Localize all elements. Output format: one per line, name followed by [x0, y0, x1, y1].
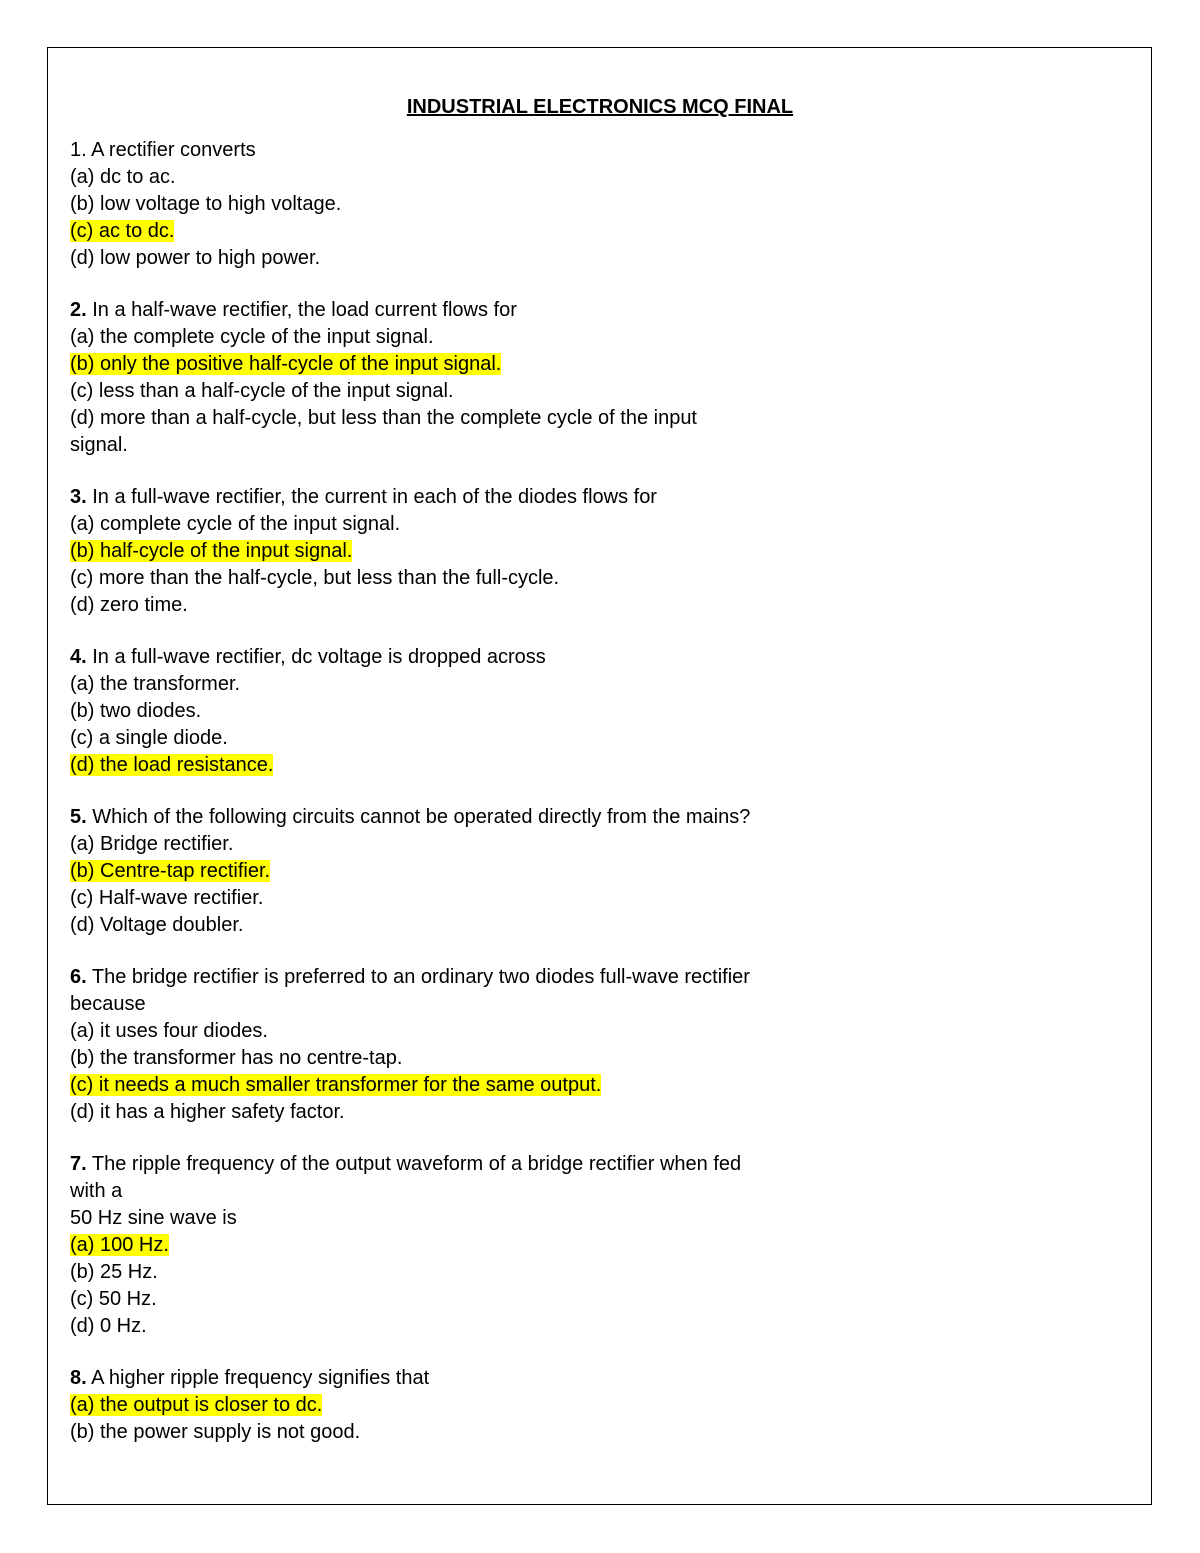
answer-option: (d) it has a higher safety factor.	[70, 1101, 345, 1123]
answer-option-correct: (d) the load resistance.	[70, 754, 274, 776]
answer-option: (a) the transformer.	[70, 673, 241, 695]
answer-option: (a) it uses four diodes.	[70, 1020, 268, 1042]
question-text: In a full-wave rectifier, dc voltage is dropped across	[86, 646, 546, 668]
question-text: 50 Hz sine wave is	[70, 1207, 237, 1229]
answer-option: (a) complete cycle of the input signal.	[70, 513, 401, 535]
question-stem	[70, 1178, 830, 1205]
question-text: A higher ripple frequency signifies that	[86, 1367, 430, 1389]
question-number: 5	[70, 806, 82, 828]
question-number: 1	[70, 139, 82, 161]
answer-option: (a) Bridge rectifier.	[70, 833, 234, 855]
question-number: 4	[70, 646, 82, 668]
answer-option: (d) zero time.	[70, 594, 188, 616]
answer-option-correct: (c) ac to dc.	[70, 220, 175, 242]
answer-option: (d) low power to high power.	[70, 247, 321, 269]
question-text: A rectifier converts	[86, 139, 256, 161]
question-number: 8	[70, 1367, 82, 1389]
question-text: The bridge rectifier is preferred to an ordinary two diodes full-wave rectifier	[86, 966, 750, 988]
answer-option-correct: (b) Centre-tap rectifier.	[70, 860, 271, 882]
answer-option: (b) 25 Hz.	[70, 1261, 158, 1283]
question-stem: 1. A rectifier converts	[70, 139, 256, 161]
answer-option-correct: (b) half-cycle of the input signal.	[70, 540, 353, 562]
question-8	[70, 1365, 830, 1446]
question-stem: 7. The ripple frequency of the output waveform of a bridge rectifier when fed	[70, 1153, 742, 1175]
answer-option: (b) two diodes.	[70, 700, 202, 722]
question-text: The ripple frequency of the output waveform of a bridge rectifier when fed	[86, 1153, 742, 1175]
question-4	[70, 644, 830, 779]
question-list	[70, 137, 830, 1471]
question-stem	[70, 1205, 830, 1232]
answer-option: (b) the transformer has no centre-tap.	[70, 1047, 403, 1069]
answer-option-correct: (c) it needs a much smaller transformer for the same output.	[70, 1074, 602, 1096]
question-text: Which of the following circuits cannot be operated directly from the mains?	[86, 806, 751, 828]
question-2	[70, 297, 830, 459]
answer-option: (c) 50 Hz.	[70, 1288, 157, 1310]
answer-option: (c) Half-wave rectifier.	[70, 887, 264, 909]
question-number: 7	[70, 1153, 82, 1175]
question-1	[70, 137, 830, 272]
question-stem: 3. In a full-wave rectifier, the current in each of the diodes flows for	[70, 486, 657, 508]
question-number: 2	[70, 299, 82, 321]
answer-option: (b) the power supply is not good.	[70, 1421, 361, 1443]
question-number: 3	[70, 486, 82, 508]
question-stem: 8. A higher ripple frequency signifies that	[70, 1367, 430, 1389]
answer-option-correct: (a) the output is closer to dc.	[70, 1394, 323, 1416]
answer-option: (d) more than a half-cycle, but less than the complete cycle of the input	[70, 407, 697, 429]
question-stem: 4. In a full-wave rectifier, dc voltage is dropped across	[70, 646, 546, 668]
answer-option: (c) a single diode.	[70, 727, 228, 749]
answer-option-correct: (a) 100 Hz.	[70, 1234, 169, 1256]
answer-option: signal.	[70, 434, 128, 456]
answer-option: (c) more than the half-cycle, but less than the full-cycle.	[70, 567, 560, 589]
question-6	[70, 964, 830, 1126]
question-text: because	[70, 993, 146, 1015]
question-text: In a half-wave rectifier, the load current flows for	[86, 299, 517, 321]
question-stem: 6. The bridge rectifier is preferred to an ordinary two diodes full-wave rectifier	[70, 966, 750, 988]
question-number: 6	[70, 966, 82, 988]
question-text: In a full-wave rectifier, the current in each of the diodes flows for	[86, 486, 657, 508]
answer-option: (a) the complete cycle of the input signal.	[70, 326, 434, 348]
answer-option: (c) less than a half-cycle of the input signal.	[70, 380, 454, 402]
question-3	[70, 484, 830, 619]
answer-option-correct: (b) only the positive half-cycle of the input signal.	[70, 353, 502, 375]
answer-option: (d) Voltage doubler.	[70, 914, 244, 936]
question-7	[70, 1151, 830, 1340]
question-stem	[70, 991, 830, 1018]
answer-option: (d) 0 Hz.	[70, 1315, 147, 1337]
question-stem: 5. Which of the following circuits cannot be operated directly from the mains?	[70, 806, 751, 828]
question-text: with a	[70, 1180, 123, 1202]
question-stem: 2. In a half-wave rectifier, the load current flows for	[70, 299, 517, 321]
answer-option: (b) low voltage to high voltage.	[70, 193, 342, 215]
question-5	[70, 804, 830, 939]
document-title: INDUSTRIAL ELECTRONICS MCQ FINAL	[406, 96, 794, 118]
answer-option: (a) dc to ac.	[70, 166, 176, 188]
